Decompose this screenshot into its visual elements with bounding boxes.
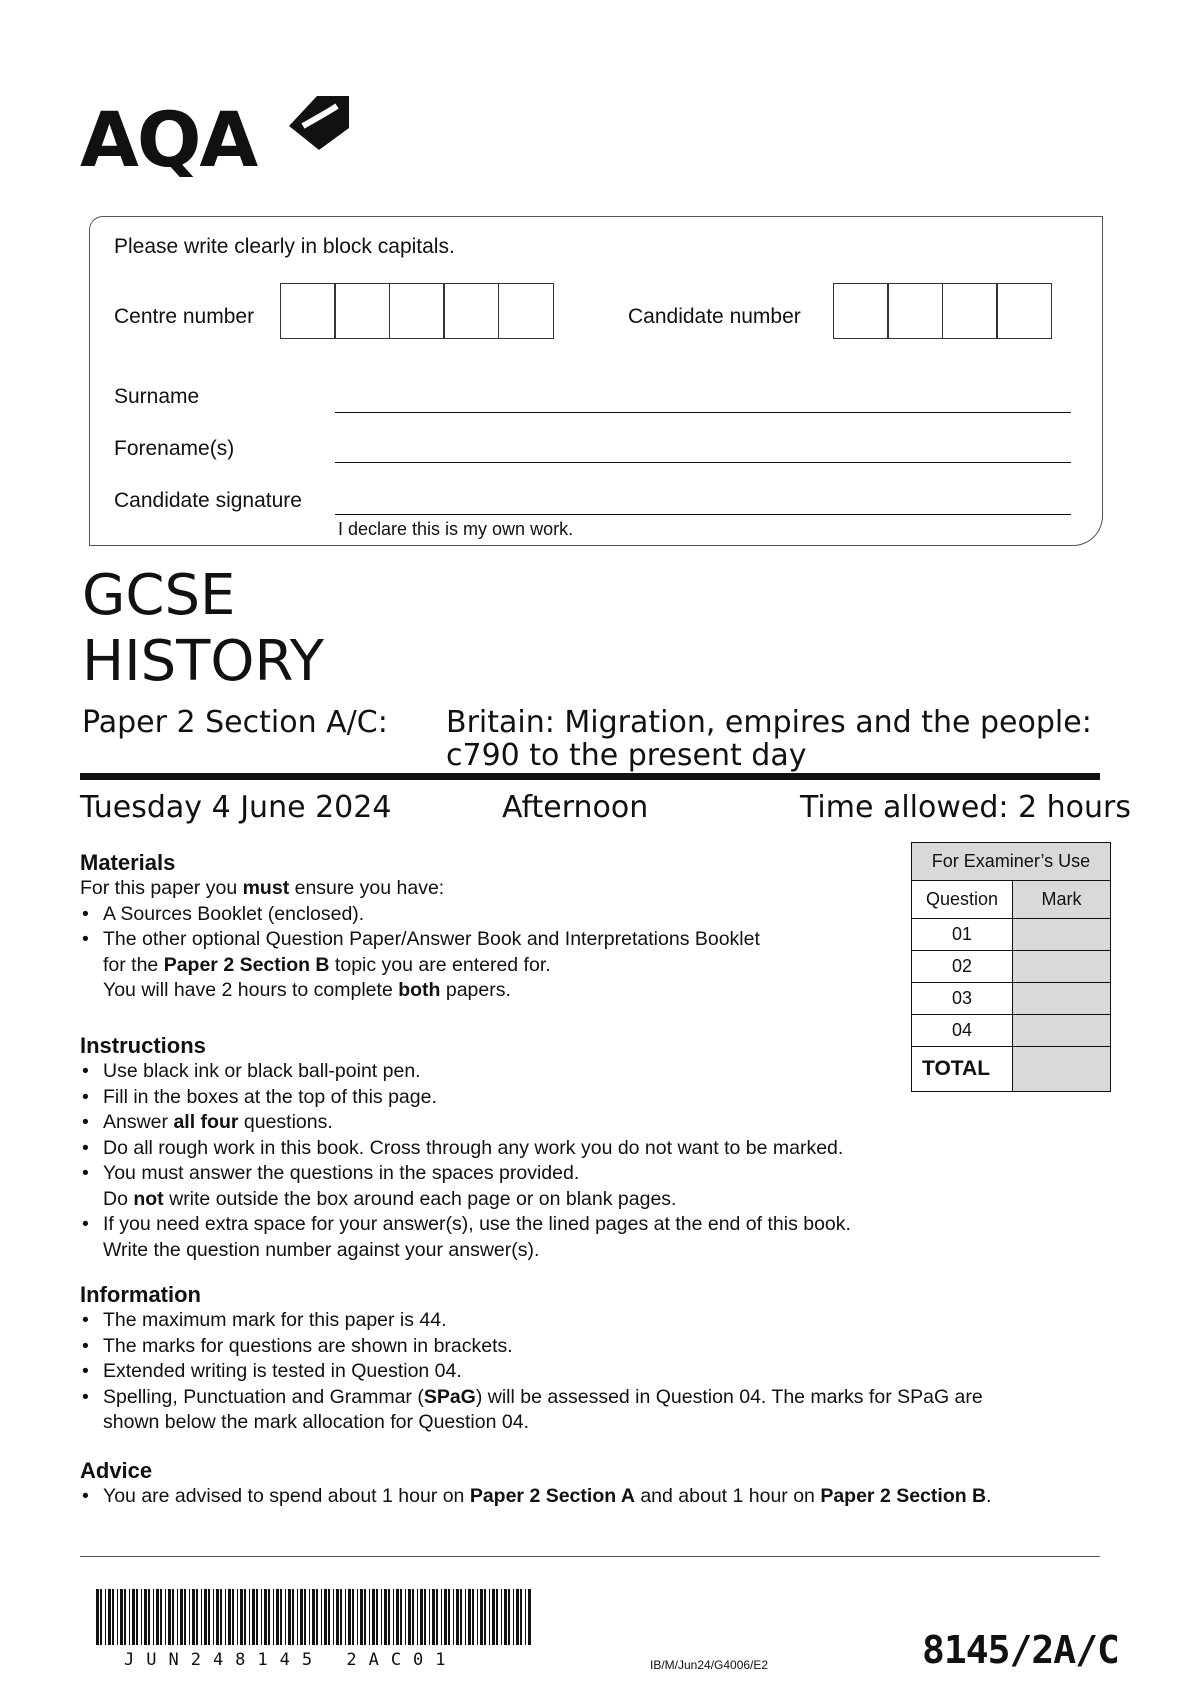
advice-text: . <box>986 1485 992 1507</box>
list-item <box>80 1484 1100 1510</box>
list-item <box>80 902 910 928</box>
materials-intro-bold: must <box>242 877 290 899</box>
instruction-text: Do <box>103 1187 134 1210</box>
materials-section <box>80 876 910 1004</box>
topic-line-1: Britain: Migration, empires and the people: <box>446 705 1092 740</box>
list-item <box>80 1059 940 1085</box>
candidate-number-boxes[interactable] <box>834 283 1052 339</box>
instruction-text: Use black ink or black ball-point pen. <box>103 1060 421 1082</box>
materials-item-text: papers. <box>440 979 511 1001</box>
signature-label: Candidate signature <box>114 489 302 512</box>
list-item <box>80 1161 940 1187</box>
instruction-bold: all four <box>173 1111 239 1133</box>
topic-line-2: c790 to the present day <box>446 738 807 773</box>
centre-digit-box[interactable] <box>498 283 554 339</box>
question-number: 04 <box>912 1015 1013 1047</box>
information-text: Spelling, Punctuation and Grammar ( <box>103 1385 424 1408</box>
information-section <box>80 1308 1100 1436</box>
centre-number-boxes[interactable] <box>281 283 554 339</box>
question-column-header: Question <box>912 881 1013 919</box>
information-text: ) will be assessed in Question 04. The marks for SPaG are <box>475 1385 983 1408</box>
forenames-line[interactable] <box>335 462 1071 463</box>
centre-digit-box[interactable] <box>280 283 336 339</box>
materials-heading: Materials <box>80 850 176 875</box>
advice-heading: Advice <box>80 1458 153 1483</box>
footer-rule <box>80 1556 1100 1557</box>
aqa-logo <box>80 90 350 190</box>
mark-cell <box>1013 951 1111 983</box>
surname-label: Surname <box>114 385 200 408</box>
list-item <box>80 1110 940 1136</box>
list-item <box>80 927 910 953</box>
materials-intro: For this paper you <box>80 877 243 899</box>
exam-session: Afternoon <box>502 790 649 825</box>
question-number: 02 <box>912 951 1013 983</box>
advice-bold: Paper 2 Section A <box>469 1485 635 1507</box>
list-item <box>80 1085 940 1111</box>
materials-item: A Sources Booklet (enclosed). <box>103 902 365 925</box>
paper-code: 8145/2A/C <box>922 1628 1119 1672</box>
materials-item-text: for the <box>103 953 164 976</box>
question-number: 03 <box>912 983 1013 1015</box>
table-row <box>912 983 1111 1015</box>
instruction-text: Do all rough work in this book. Cross through any work you do not want to be marked. <box>103 1136 844 1159</box>
information-text: shown below the mark allocation for Question 04. <box>103 1411 529 1433</box>
table-row <box>912 1015 1111 1047</box>
logo-text: AQA <box>80 95 257 184</box>
information-text: Extended writing is tested in Question 04. <box>103 1360 462 1382</box>
instruction-text: write outside the box around each page or on blank pages. <box>163 1187 677 1210</box>
time-allowed: Time allowed: 2 hours <box>800 790 1132 825</box>
question-number: 01 <box>912 919 1013 951</box>
materials-item-bold: both <box>398 979 441 1001</box>
aqa-leaf-icon <box>283 92 351 154</box>
information-text: The marks for questions are shown in brackets. <box>103 1334 513 1357</box>
candidate-digit-box[interactable] <box>942 283 998 339</box>
centre-number-label: Centre number <box>114 305 255 328</box>
list-item <box>80 1212 940 1238</box>
materials-item-text: topic you are entered for. <box>329 953 551 976</box>
subject-title: HISTORY <box>82 629 324 694</box>
candidate-number-label: Candidate number <box>628 305 801 328</box>
list-item <box>80 1359 1100 1385</box>
candidate-details-box <box>89 216 1103 546</box>
barcode-image <box>96 1589 536 1645</box>
materials-item: The other optional Question Paper/Answer Book and Interpretations Booklet <box>103 928 760 950</box>
information-bold: SPaG <box>423 1385 476 1408</box>
instruction-text: Fill in the boxes at the top of this page. <box>103 1085 437 1108</box>
barcode-number: JUN248145 2AC01 <box>124 1650 458 1670</box>
instruction-text: If you need extra space for your answer(s), use the lined pages at the end of this book. <box>103 1213 851 1235</box>
materials-intro-end: ensure you have: <box>289 877 445 899</box>
paper-section: Paper 2 Section A/C: <box>82 705 388 740</box>
header-rule <box>80 773 1100 780</box>
instruction-bold: not <box>133 1187 164 1210</box>
instruction-text: Answer <box>103 1111 174 1133</box>
total-label: TOTAL <box>912 1047 1013 1092</box>
table-row <box>912 951 1111 983</box>
examiner-use-table <box>911 842 1111 1092</box>
instruction-text: Write the question number against your answer(s). <box>103 1238 540 1261</box>
declaration-text: I declare this is my own work. <box>338 519 574 539</box>
table-row <box>912 919 1111 951</box>
list-item <box>80 1334 1100 1360</box>
qualification-title: GCSE <box>82 563 236 628</box>
materials-item-text: You will have 2 hours to complete <box>103 979 399 1001</box>
centre-digit-box[interactable] <box>389 283 445 339</box>
block-capitals-instruction: Please write clearly in block capitals. <box>114 235 455 258</box>
instructions-section <box>80 1059 940 1263</box>
instructions-heading: Instructions <box>80 1033 206 1058</box>
forenames-label: Forename(s) <box>114 437 235 460</box>
list-item <box>80 1136 940 1162</box>
candidate-digit-box[interactable] <box>833 283 889 339</box>
mark-cell <box>1013 983 1111 1015</box>
signature-line[interactable] <box>335 514 1071 515</box>
mark-cell <box>1013 1015 1111 1047</box>
materials-item-bold: Paper 2 Section B <box>163 953 330 976</box>
instruction-text: questions. <box>238 1111 333 1133</box>
advice-text: and about 1 hour on <box>634 1485 821 1507</box>
total-mark-cell <box>1013 1047 1111 1092</box>
centre-digit-box[interactable] <box>334 283 390 339</box>
centre-digit-box[interactable] <box>443 283 499 339</box>
exam-date: Tuesday 4 June 2024 <box>80 790 392 825</box>
paper-reference: IB/M/Jun24/G4006/E2 <box>650 1658 769 1672</box>
surname-line[interactable] <box>335 412 1071 413</box>
information-heading: Information <box>80 1282 201 1307</box>
instruction-text: You must answer the questions in the spaces provided. <box>103 1162 580 1184</box>
candidate-digit-box[interactable] <box>996 283 1052 339</box>
mark-cell <box>1013 919 1111 951</box>
advice-bold: Paper 2 Section B <box>820 1485 987 1507</box>
list-item <box>80 1308 1100 1334</box>
advice-text: You are advised to spend about 1 hour on <box>103 1485 470 1507</box>
list-item <box>80 1385 1100 1411</box>
information-text: The maximum mark for this paper is 44. <box>103 1309 447 1331</box>
candidate-digit-box[interactable] <box>887 283 943 339</box>
mark-column-header: Mark <box>1013 881 1111 919</box>
examiner-table-title: For Examiner’s Use <box>912 843 1111 881</box>
advice-section <box>80 1484 1100 1510</box>
